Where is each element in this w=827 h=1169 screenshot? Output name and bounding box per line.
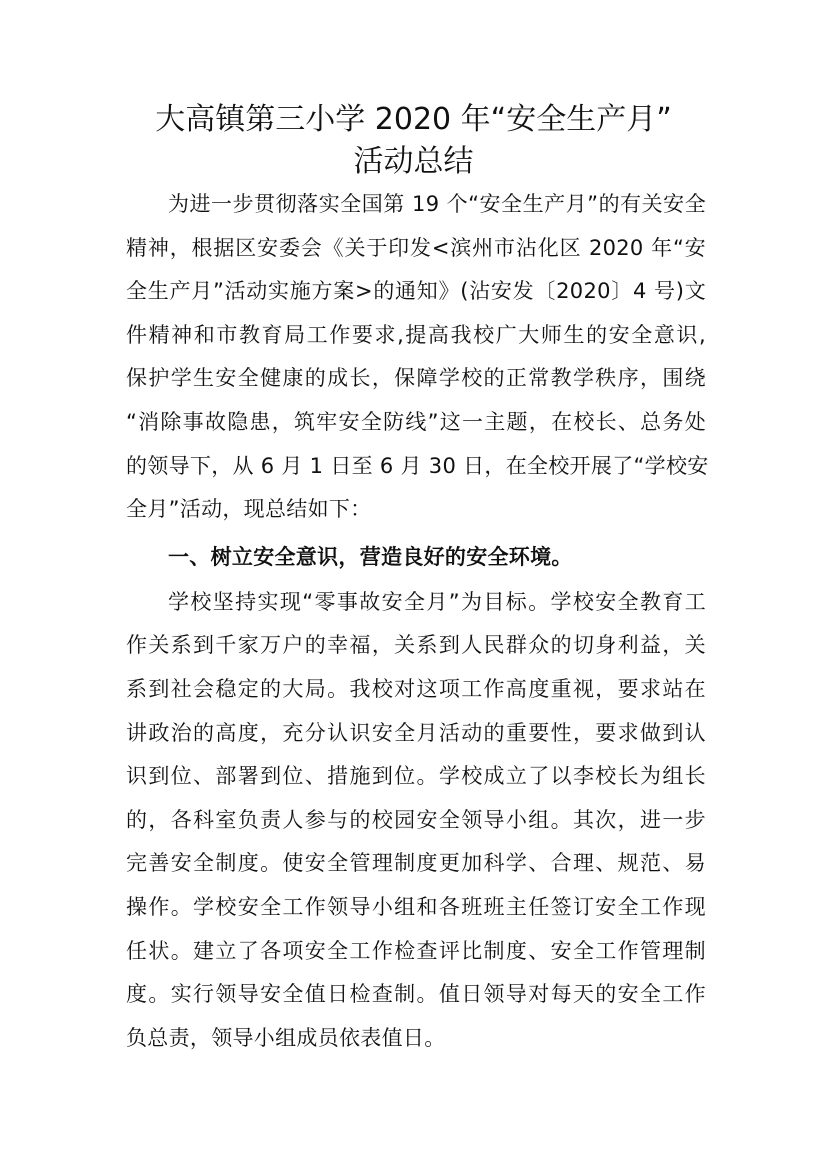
paragraph-line: 学校坚持实现“零事故安全月”为目标。学校安全教育工 (168, 589, 706, 614)
paragraph-line: 件精神和市教育局工作要求,提高我校广大师生的安全意识, (126, 322, 706, 347)
paragraph-line: 度。实行领导安全值日检查制。值日领导对每天的安全工作 (126, 982, 706, 1007)
paragraph-line: 任状。建立了各项安全工作检查评比制度、安全工作管理制 (126, 938, 706, 963)
paragraph-line: 为进一步贯彻落实全国第 19 个“安全生产月”的有关安全 (168, 192, 706, 216)
paragraph-line: 系到社会稳定的大局。我校对这项工作高度重视，要求站在 (126, 676, 706, 701)
paragraph-line: 负总责，领导小组成员依表值日。 (126, 1025, 446, 1050)
document-title: 大高镇第三小学 2020 年“安全生产月” (155, 102, 672, 137)
document-body (126, 183, 709, 1060)
paragraph-line: 识到位、部署到位、措施到位。学校成立了以李校长为组长 (126, 764, 706, 789)
paragraph-line: “消除事故隐患，筑牢安全防线”这一主题，在校长、总务处 (126, 409, 706, 434)
paragraph-line: 完善安全制度。使安全管理制度更加科学、合理、规范、易 (126, 851, 706, 876)
paragraph-line: 的，各科室负责人参与的校园安全领导小组。其次，进一步 (126, 807, 706, 832)
paragraph-line: 保护学生安全健康的成长，保障学校的正常教学秩序，围绕 (126, 366, 706, 391)
paragraph-line: 作关系到千家万户的幸福，关系到人民群众的切身利益，关 (126, 633, 706, 658)
intro-paragraph (126, 183, 709, 532)
document-subtitle: 活动总结 (353, 144, 474, 179)
paragraph-line: 操作。学校安全工作领导小组和各班班主任签订安全工作现 (126, 894, 706, 919)
paragraph-line: 精神，根据区安委会《关于印发<滨州市沾化区 2020 年“安 (126, 235, 706, 260)
section-heading: 一、树立安全意识，营造良好的安全环境。 (168, 544, 573, 569)
paragraph-line: 讲政治的高度，充分认识安全月活动的重要性，要求做到认 (126, 720, 706, 745)
paragraph-line: 全月”活动，现总结如下： (126, 497, 372, 522)
paragraph-line: 全生产月”活动实施方案>的通知》(沾安发〔2020〕4 号)文 (126, 279, 706, 304)
paragraph-line: 的领导下，从 6 月 1 日至 6 月 30 日，在全校开展了“学校安 (126, 453, 709, 478)
section1-paragraph (126, 581, 706, 1061)
